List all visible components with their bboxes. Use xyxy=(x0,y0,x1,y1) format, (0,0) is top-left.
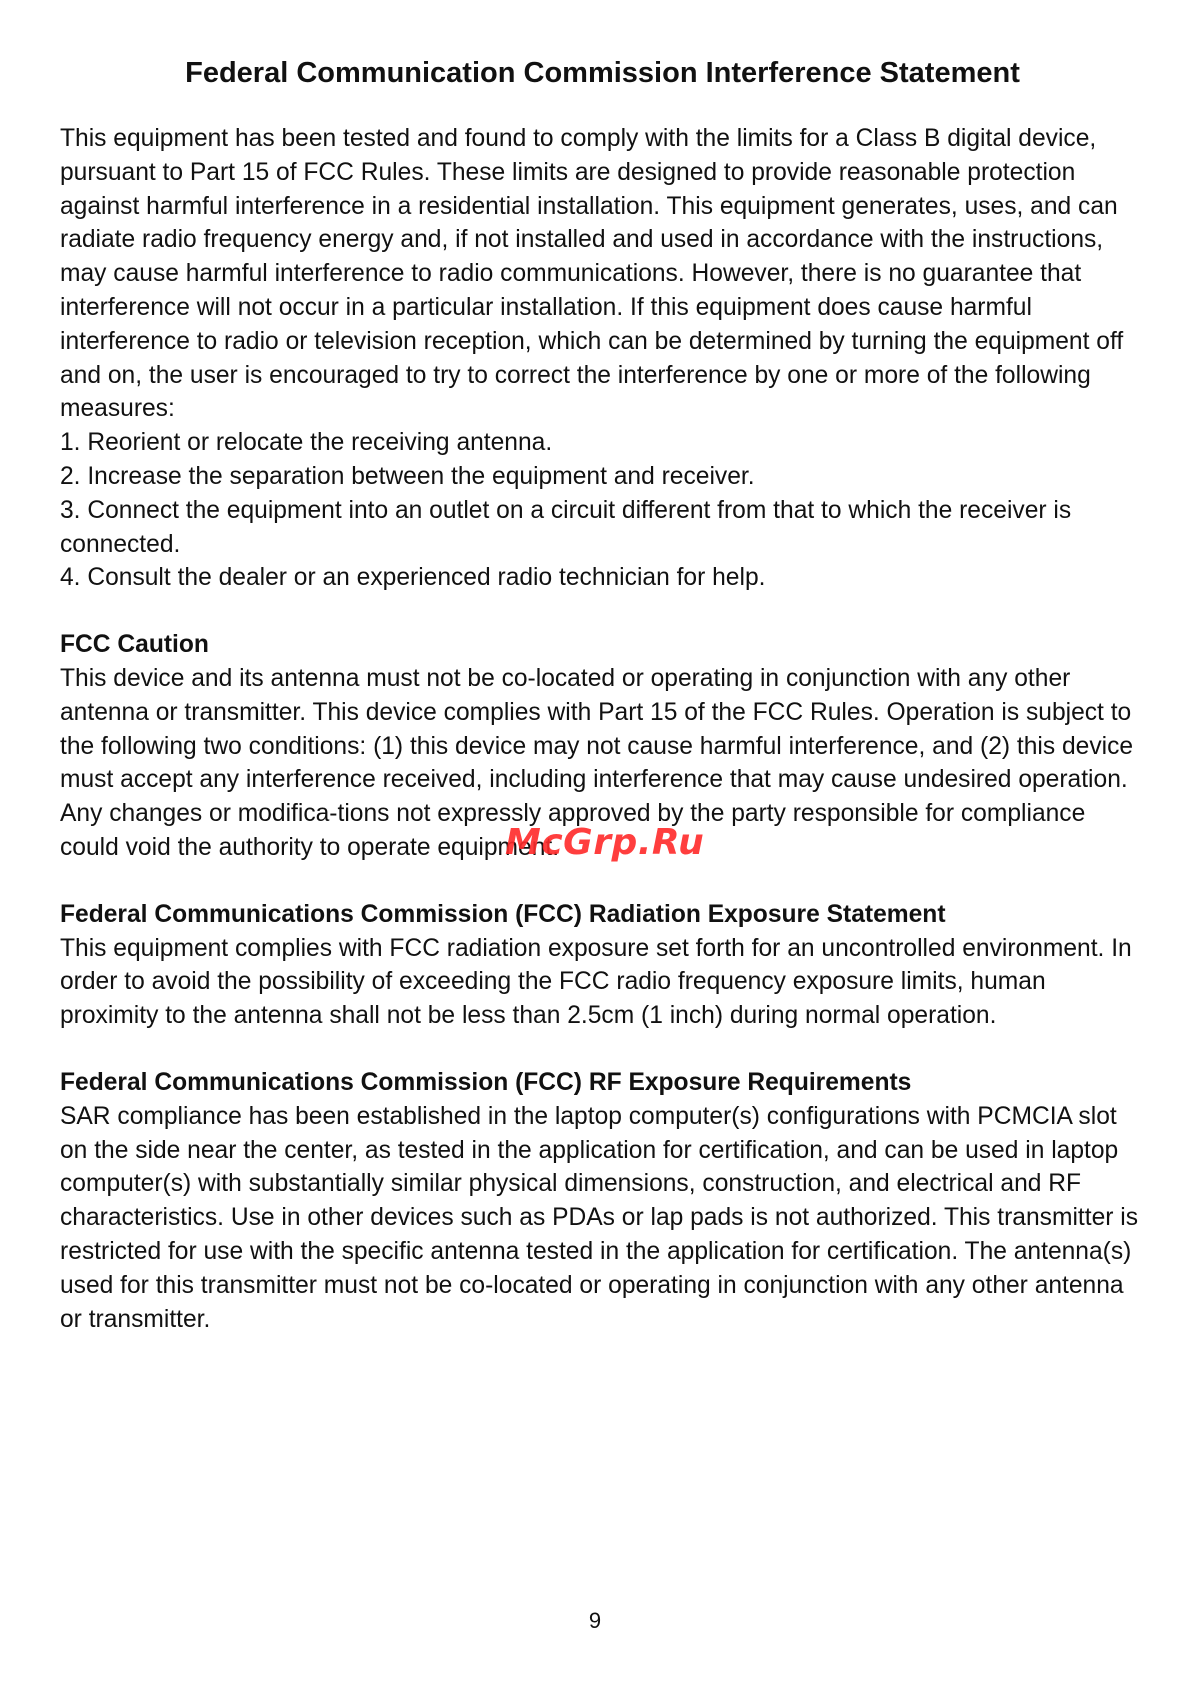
intro-paragraph: This equipment has been tested and found to comply with the limits for a Class B digital device, pursuant to Part 15 of FCC Rules. These limits are designed to provide reasonable protection against harmful interference in a residential installation. This equipment generates, uses, and can radiate radio frequency energy and, if not installed and used in accordance with the instructions, may cause harmful interference to radio communications. However, there is no guarantee that interference will not occur in a particular installation. If this equipment does cause harmful interference to radio or television reception, which can be determined by turning the equipment off and on, the user is encouraged to try to correct the interference by one or more of the following measures: xyxy=(60,125,1124,423)
list-item: 2. Increase the separation between the equipment and receiver. xyxy=(60,462,755,490)
list-item: 1. Reorient or relocate the receiving antenna. xyxy=(60,429,553,457)
section-heading: FCC Caution xyxy=(60,631,209,659)
radiation-exposure-section xyxy=(60,898,1145,1033)
section-body: This device and its antenna must not be co-located or operating in conjunction with any other antenna or transmitter. This device complies with Part 15 of the FCC Rules. Operation is subject to the following two conditions: (1) this device may not cause harmful interference, and (2) this device must accept any interference received, including interference that may cause undesired operation. Any changes or modifica-tions not expressly approved by the party responsible for compliance could void the authority to operate equipment. xyxy=(60,664,1134,861)
page-title: Federal Communication Commission Interference Statement xyxy=(185,57,1020,89)
page-number: 9 xyxy=(588,1608,602,1633)
watermark-logo: McGrp.Ru xyxy=(505,822,705,863)
document-page xyxy=(60,50,1145,1336)
section-body: SAR compliance has been established in the laptop computer(s) configurations with PCMCIA slot on the side near the center, as tested in the application for certification, and can be used in laptop computer(s) with substantially similar physical dimensions, construction, and electrical and RF characteristics. Use in other devices such as PDAs or lap pads is not authorized. This transmitter is restricted for use with the specific antenna tested in the application for certification. The antenna(s) used for this transmitter must not be co-located or operating in conjunction with any other antenna or transmitter. xyxy=(60,1102,1139,1333)
list-item: 4. Consult the dealer or an experienced radio technician for help. xyxy=(60,564,766,592)
measures-list xyxy=(60,426,1145,595)
rf-exposure-section xyxy=(60,1066,1145,1336)
section-heading: Federal Communications Commission (FCC) RF Exposure Requirements xyxy=(60,1068,912,1096)
section-heading: Federal Communications Commission (FCC) Radiation Exposure Statement xyxy=(60,900,946,928)
list-item: 3. Connect the equipment into an outlet on a circuit different from that to which the receiver is connected. xyxy=(60,496,1072,558)
section-body: This equipment complies with FCC radiation exposure set forth for an uncontrolled environment. In order to avoid the possibility of exceeding the FCC radio frequency exposure limits, human proximity to the antenna shall not be less than 2.5cm (1 inch) during normal operation. xyxy=(60,934,1132,1030)
